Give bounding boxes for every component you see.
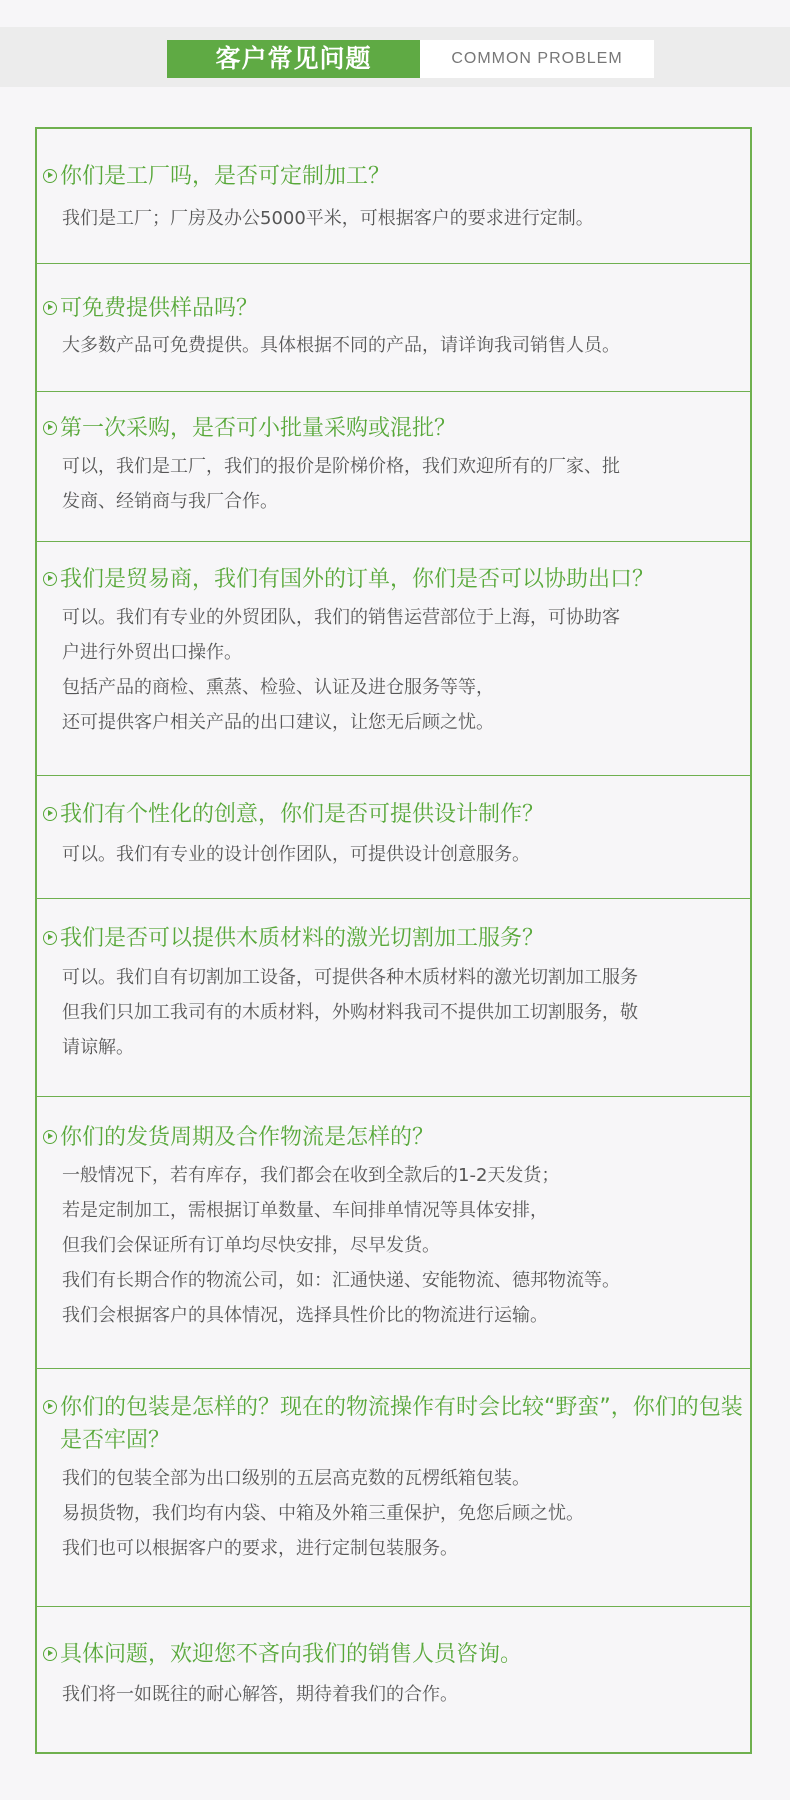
faq-question: [43, 1391, 748, 1457]
faq-answer-line: 一般情况下，若有库存，我们都会在收到全款后的1-2天发货；: [62, 1165, 560, 1186]
faq-answer-line: 我们也可以根据客户的要求，进行定制包装服务。: [62, 1538, 458, 1559]
faq-answer-line: 我们会根据客户的具体情况，选择具性价比的物流进行运输。: [62, 1305, 548, 1326]
faq-answer: [62, 328, 732, 363]
circle-play-icon: [43, 1647, 57, 1661]
faq-answer: [62, 600, 732, 740]
faq-answer-line: 若是定制加工，需根据订单数量、车间排单情况等具体安排，: [62, 1200, 548, 1221]
faq-list: [35, 127, 752, 1754]
faq-item-export: [37, 542, 750, 776]
faq-answer-line: 还可提供客户相关产品的出口建议，让您无后顾之忧。: [62, 712, 494, 733]
faq-answer: [62, 449, 732, 519]
circle-play-icon: [43, 1400, 57, 1414]
section-subtitle: COMMON PROBLEM: [420, 40, 654, 78]
faq-answer: [62, 201, 732, 236]
faq-question-text: 我们是贸易商，我们有国外的订单，你们是否可以协助出口？: [60, 567, 655, 592]
faq-item-shipping: [37, 1097, 750, 1369]
faq-question-text: 你们的发货周期及合作物流是怎样的？: [60, 1125, 435, 1150]
faq-answer-line: 我们是工厂；厂房及办公5000平米，可根据客户的要求进行定制。: [62, 208, 594, 229]
circle-play-icon: [43, 169, 57, 183]
faq-answer-line: 我们的包装全部为出口级别的五层高克数的瓦楞纸箱包装。: [62, 1468, 530, 1489]
faq-item-samples: [37, 264, 750, 392]
faq-answer: [62, 837, 732, 872]
section-title: 客户常见问题: [167, 40, 420, 78]
circle-play-icon: [43, 572, 57, 586]
faq-question: [43, 1121, 748, 1154]
circle-play-icon: [43, 301, 57, 315]
faq-question: [43, 160, 748, 193]
circle-play-icon: [43, 421, 57, 435]
faq-question-text: 你们的包装是怎样的？现在的物流操作有时会比较“野蛮”，你们的包装是否牢固？: [60, 1395, 743, 1453]
faq-answer-line: 大多数产品可免费提供。具体根据不同的产品，请详询我司销售人员。: [62, 335, 620, 356]
faq-answer-line: 但我们只加工我司有的木质材料，外购材料我司不提供加工切割服务，敬: [62, 1002, 638, 1023]
faq-question: [43, 798, 748, 831]
faq-answer-line: 可以。我们有专业的外贸团队，我们的销售运营部位于上海，可协助客: [62, 607, 620, 628]
faq-answer-line: 可以。我们有专业的设计创作团队，可提供设计创意服务。: [62, 844, 530, 865]
circle-play-icon: [43, 807, 57, 821]
faq-question: [43, 1638, 748, 1671]
faq-answer-line: 易损货物，我们均有内袋、中箱及外箱三重保护，免您后顾之忧。: [62, 1503, 584, 1524]
faq-answer-line: 户进行外贸出口操作。: [62, 642, 242, 663]
faq-answer: [62, 1677, 732, 1712]
faq-question: [43, 412, 748, 445]
faq-answer-line: 可以。我们自有切割加工设备，可提供各种木质材料的激光切割加工服务: [62, 967, 638, 988]
faq-question-text: 我们有个性化的创意，你们是否可提供设计制作？: [60, 802, 545, 827]
faq-answer: [62, 1461, 732, 1566]
faq-item-contact: [37, 1607, 750, 1752]
circle-play-icon: [43, 931, 57, 945]
faq-question-text: 具体问题，欢迎您不吝向我们的销售人员咨询。: [60, 1642, 523, 1667]
faq-question-text: 我们是否可以提供木质材料的激光切割加工服务？: [60, 926, 545, 951]
circle-play-icon: [43, 1130, 57, 1144]
faq-answer-line: 但我们会保证所有订单均尽快安排，尽早发货。: [62, 1235, 440, 1256]
faq-question: [43, 922, 748, 955]
faq-question: [43, 563, 748, 596]
faq-item-design: [37, 776, 750, 899]
faq-item-laser-cutting: [37, 899, 750, 1097]
faq-question-text: 你们是工厂吗，是否可定制加工？: [60, 164, 391, 189]
faq-item-small-batch: [37, 392, 750, 542]
faq-item-factory: [37, 129, 750, 264]
faq-item-packaging: [37, 1369, 750, 1607]
faq-question: [43, 292, 748, 325]
faq-question-text: 可免费提供样品吗？: [60, 296, 259, 321]
faq-answer-line: 请谅解。: [62, 1037, 134, 1058]
faq-answer-line: 我们将一如既往的耐心解答，期待着我们的合作。: [62, 1684, 458, 1705]
faq-question-text: 第一次采购，是否可小批量采购或混批？: [60, 416, 457, 441]
faq-answer: [62, 1158, 732, 1333]
faq-answer-line: 发商、经销商与我厂合作。: [62, 491, 278, 512]
faq-answer: [62, 960, 732, 1065]
faq-answer-line: 我们有长期合作的物流公司，如：汇通快递、安能物流、德邦物流等。: [62, 1270, 620, 1291]
faq-answer-line: 可以，我们是工厂，我们的报价是阶梯价格，我们欢迎所有的厂家、批: [62, 456, 620, 477]
faq-answer-line: 包括产品的商检、熏蒸、检验、认证及进仓服务等等，: [62, 677, 494, 698]
